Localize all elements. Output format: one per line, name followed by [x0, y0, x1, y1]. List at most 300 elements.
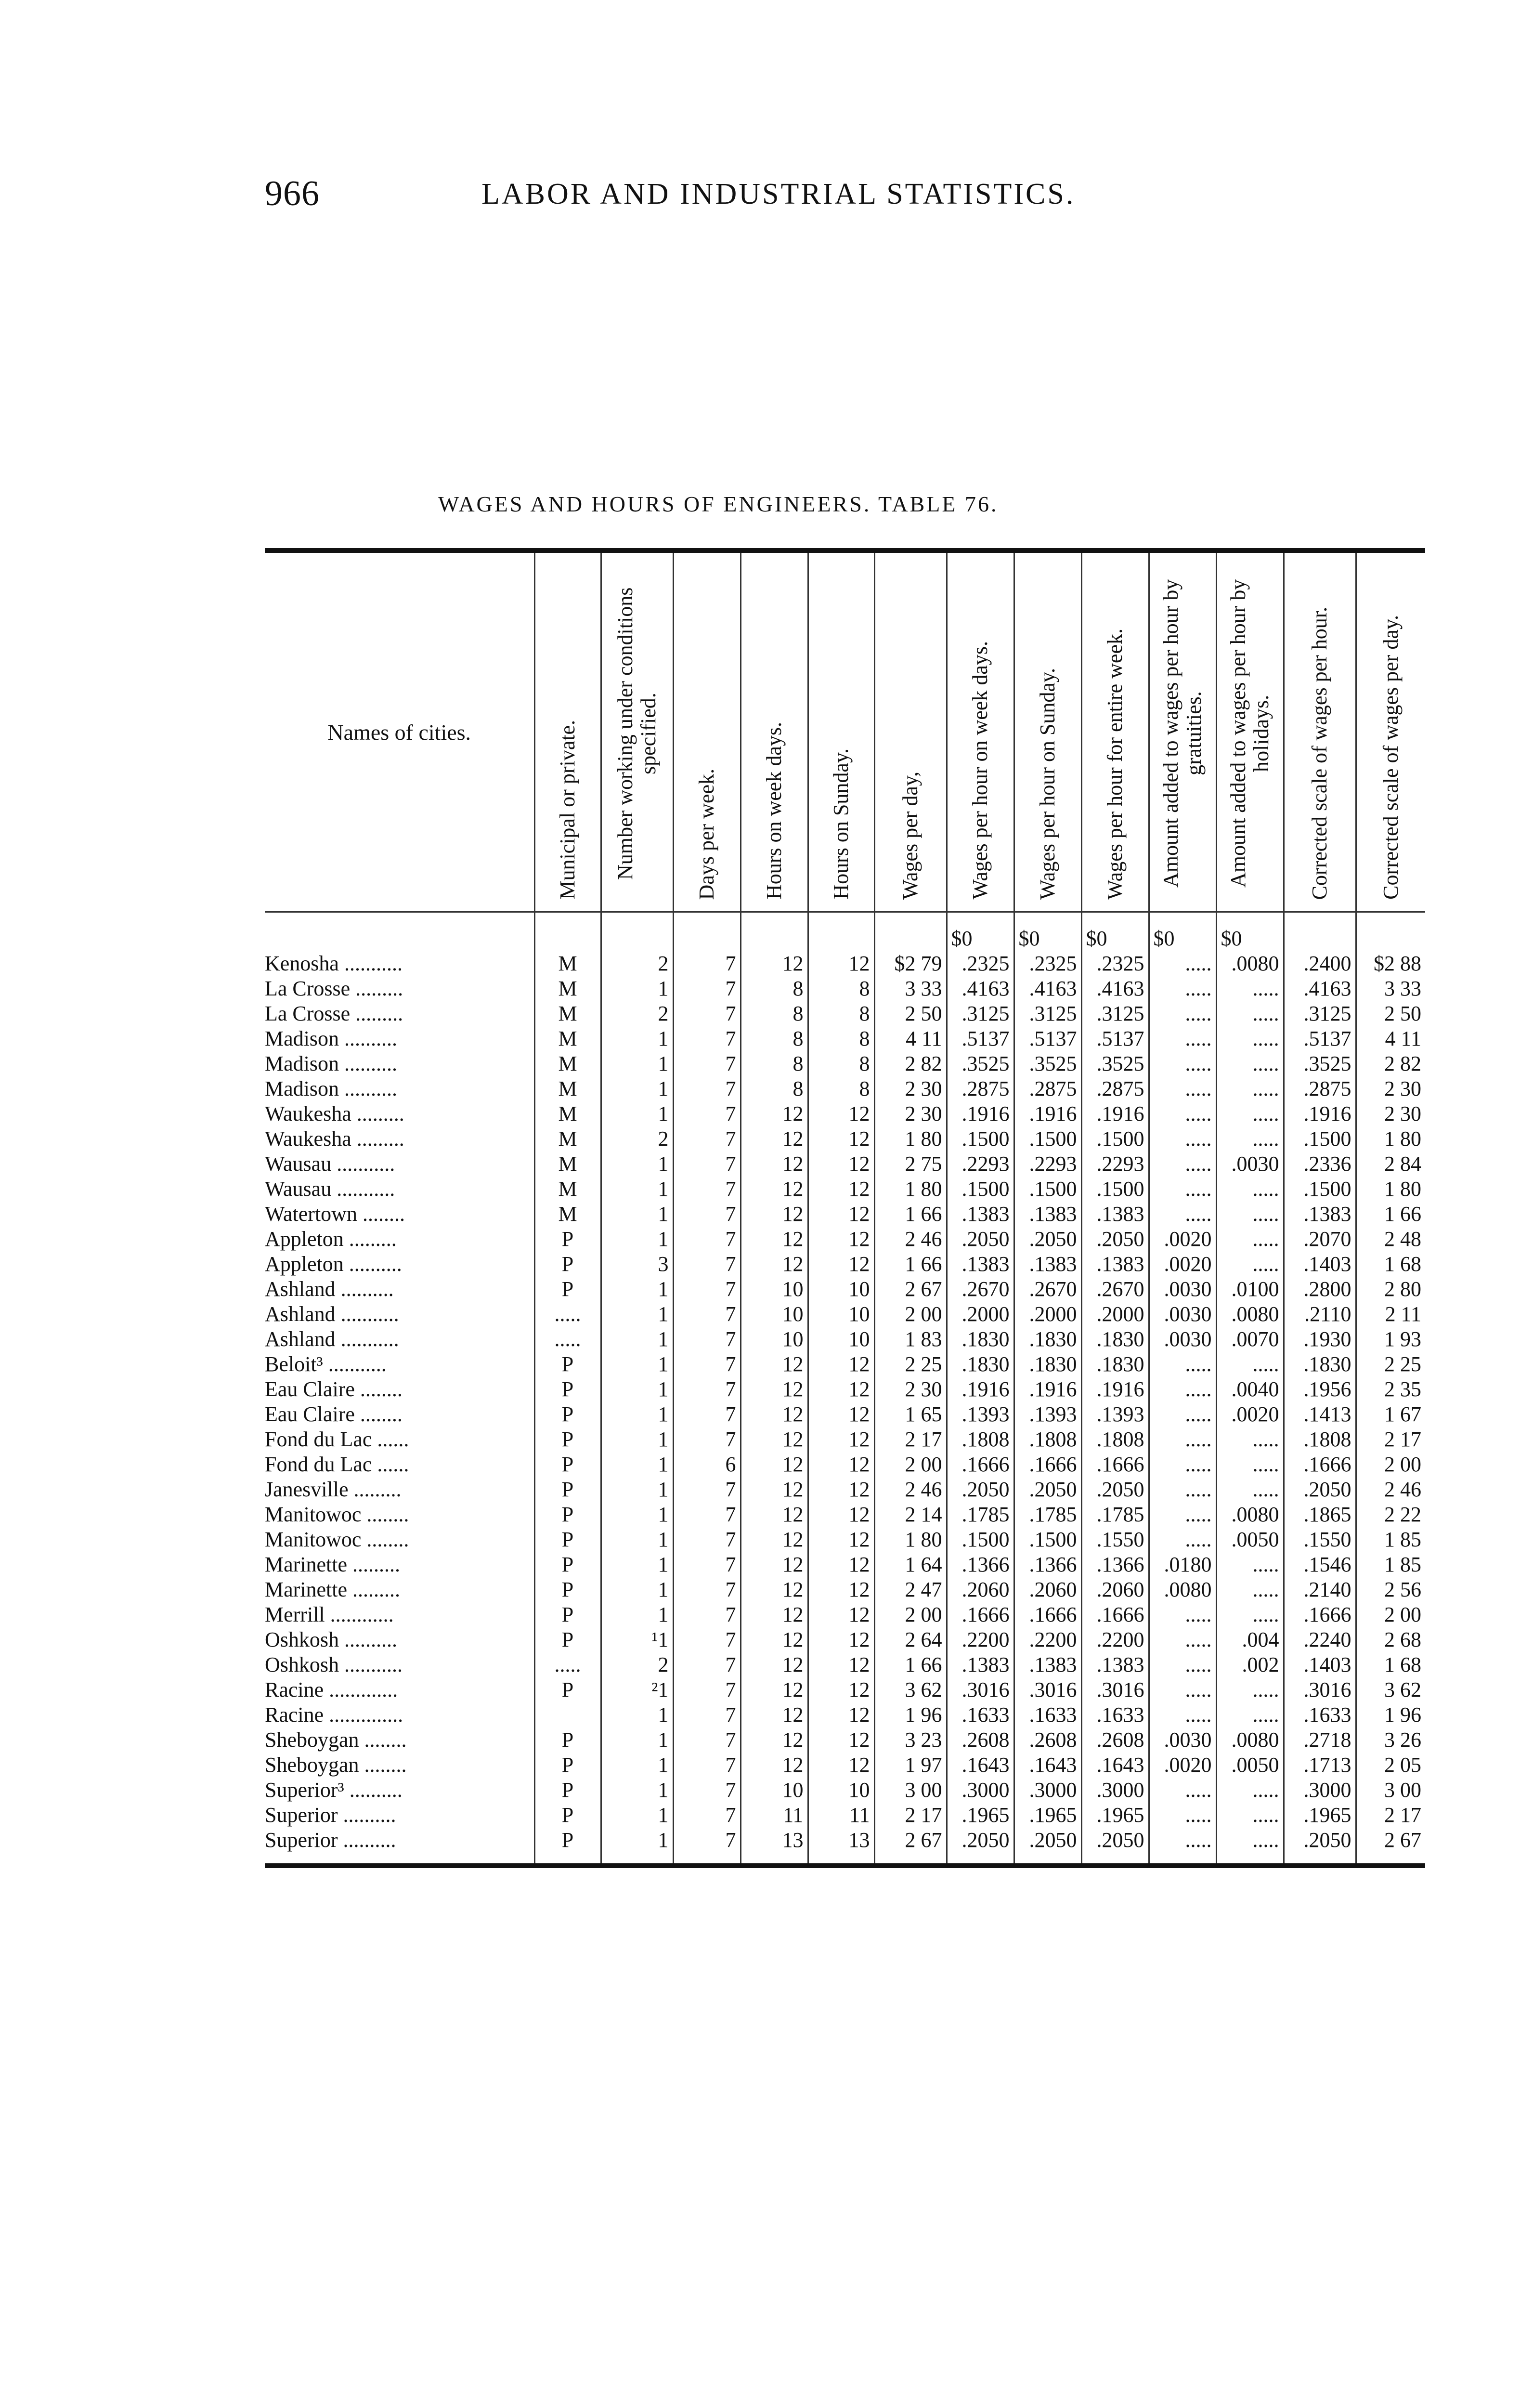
table-cell: 1 [601, 976, 673, 1001]
table-cell: .1930 [1284, 1327, 1356, 1352]
table-cell: 1 [601, 1327, 673, 1352]
table-cell: 8 [741, 1051, 808, 1076]
table-cell: .2050 [1284, 1828, 1356, 1853]
table-cell: 8 [808, 1026, 874, 1051]
table-cell: 1 67 [1356, 1402, 1425, 1427]
table-cell: .1643 [947, 1753, 1014, 1778]
table-cell: 2 17 [874, 1427, 947, 1452]
table-cell: P [534, 1227, 601, 1252]
table-row [265, 1101, 1425, 1126]
table-cell: 7 [673, 1477, 741, 1502]
table-cell: .1500 [1284, 1177, 1356, 1202]
table-cell: P [534, 1727, 601, 1753]
table-cell: .1633 [1081, 1702, 1149, 1727]
table-cell: 12 [741, 1702, 808, 1727]
table-cell: 12 [741, 1202, 808, 1227]
table-cell: 7 [673, 1352, 741, 1377]
city-name-cell: Janesville ......... [265, 1478, 402, 1501]
table-cell: ..... [1216, 1427, 1284, 1452]
table-cell: .2060 [1081, 1577, 1149, 1602]
table-cell: ..... [1149, 1778, 1216, 1803]
table-cell: 1 [601, 1527, 673, 1552]
table-cell: 1 80 [874, 1527, 947, 1552]
table-cell: 12 [741, 1101, 808, 1126]
table-cell: 1 [601, 1452, 673, 1477]
table-cell: 7 [673, 1001, 741, 1026]
city-name-cell: Madison .......... [265, 1077, 397, 1100]
table-cell: .1666 [1014, 1602, 1081, 1627]
table-cell: 1 [601, 1552, 673, 1577]
table-cell: .2875 [1284, 1076, 1356, 1101]
table-cell: 8 [808, 1051, 874, 1076]
table-cell: 12 [808, 1152, 874, 1177]
table-cell: .1413 [1284, 1402, 1356, 1427]
table-cell: ..... [1149, 1352, 1216, 1377]
page-number: 966 [265, 174, 320, 213]
table-cell: 7 [673, 976, 741, 1001]
table-cell: 6 [673, 1452, 741, 1477]
table-cell: P [534, 1803, 601, 1828]
table-cell: 12 [808, 1101, 874, 1126]
table-cell: 12 [741, 1126, 808, 1152]
table-cell: 2 50 [1356, 1001, 1425, 1026]
city-name-cell: Waukesha ......... [265, 1102, 404, 1125]
table-cell: ..... [534, 1302, 601, 1327]
table-cell: 2 22 [1356, 1502, 1425, 1527]
table-row [265, 1302, 1425, 1327]
table-cell: P [534, 1502, 601, 1527]
table-cell: .0020 [1149, 1753, 1216, 1778]
table-cell: 1 68 [1356, 1252, 1425, 1277]
table-cell: ..... [1216, 1352, 1284, 1377]
table-row [265, 1177, 1425, 1202]
unit-cell [1284, 912, 1356, 952]
table-cell: .0100 [1216, 1277, 1284, 1302]
table-cell: .3525 [1081, 1051, 1149, 1076]
table-cell: 1 [601, 1427, 673, 1452]
table-cell: .0030 [1149, 1277, 1216, 1302]
table-cell: .2293 [947, 1152, 1014, 1177]
table-cell: .1916 [1284, 1101, 1356, 1126]
table-cell: ..... [1216, 1202, 1284, 1227]
spacer-cell [534, 1853, 601, 1866]
table-cell: 10 [808, 1302, 874, 1327]
table-cell: .2000 [1014, 1302, 1081, 1327]
table-cell: .1383 [1014, 1652, 1081, 1677]
table-cell: 2 00 [1356, 1602, 1425, 1627]
table-cell: 7 [673, 1402, 741, 1427]
table-cell: M [534, 1076, 601, 1101]
table-row [265, 951, 1425, 976]
table-cell: 1 [601, 1577, 673, 1602]
table-cell: 2 [601, 1126, 673, 1152]
table-cell: .1633 [1284, 1702, 1356, 1727]
table-row [265, 1577, 1425, 1602]
table-cell: 2 67 [874, 1277, 947, 1302]
table-cell: 12 [808, 1602, 874, 1627]
city-name-cell: La Crosse ......... [265, 1002, 403, 1025]
unit-cell: $0 [1081, 912, 1149, 952]
table-cell: 2 84 [1356, 1152, 1425, 1177]
table-cell: 12 [741, 951, 808, 976]
table-cell: .1500 [947, 1527, 1014, 1552]
table-cell: 12 [741, 1552, 808, 1577]
table-cell: ..... [1149, 1627, 1216, 1652]
table-cell: .2000 [947, 1302, 1014, 1327]
table-cell: 12 [741, 1452, 808, 1477]
table-cell: 7 [673, 1377, 741, 1402]
table-cell: 12 [808, 1352, 874, 1377]
table-cell: .2050 [1081, 1227, 1149, 1252]
table-cell: 12 [808, 1452, 874, 1477]
city-name-cell: Superior .......... [265, 1828, 396, 1852]
unit-cell [673, 912, 741, 952]
table-cell: .1633 [1014, 1702, 1081, 1727]
table-cell [534, 1702, 601, 1727]
table-cell: .1383 [947, 1202, 1014, 1227]
table-cell: 7 [673, 1051, 741, 1076]
table-cell: 12 [808, 1477, 874, 1502]
table-cell: 2 30 [874, 1076, 947, 1101]
table-cell: 1 [601, 1828, 673, 1853]
table-cell: .1383 [947, 1652, 1014, 1677]
table-cell: 7 [673, 1753, 741, 1778]
table-cell: 2 67 [874, 1828, 947, 1853]
table-cell: 2 [601, 951, 673, 976]
table-cell: .1500 [1014, 1527, 1081, 1552]
table-cell: M [534, 976, 601, 1001]
table-cell: .5137 [1284, 1026, 1356, 1051]
table-row [265, 1051, 1425, 1076]
table-cell: ..... [1149, 1527, 1216, 1552]
table-cell: .2670 [947, 1277, 1014, 1302]
unit-cell [534, 912, 601, 952]
table-cell: 2 11 [1356, 1302, 1425, 1327]
spacer-cell [1081, 1853, 1149, 1866]
city-name-cell: Oshkosh ........... [265, 1653, 403, 1676]
table-cell: .1383 [1014, 1202, 1081, 1227]
table-cell: .1666 [947, 1602, 1014, 1627]
table-cell: .2050 [1081, 1477, 1149, 1502]
city-name-cell: Merrill ............ [265, 1603, 394, 1626]
table-cell: .2240 [1284, 1627, 1356, 1652]
table-cell: .1666 [1284, 1452, 1356, 1477]
table-cell: .1366 [1014, 1552, 1081, 1577]
table-cell: 12 [808, 1652, 874, 1677]
table-cell: 12 [808, 1402, 874, 1427]
table-cell: ..... [1149, 1803, 1216, 1828]
table-cell: .0040 [1216, 1377, 1284, 1402]
table-cell: 8 [741, 1076, 808, 1101]
table-cell: ..... [1216, 1177, 1284, 1202]
table-cell: .1965 [947, 1803, 1014, 1828]
city-name-cell: Ashland ........... [265, 1327, 399, 1351]
table-cell: 7 [673, 1502, 741, 1527]
table-row [265, 1527, 1425, 1552]
table-cell: 1 [601, 1277, 673, 1302]
table-cell: 8 [808, 976, 874, 1001]
table-row [265, 1452, 1425, 1477]
table-cell: .2670 [1081, 1277, 1149, 1302]
table-row [265, 1202, 1425, 1227]
table-cell: 2 50 [874, 1001, 947, 1026]
column-header: Names of cities. [265, 550, 534, 912]
table-cell: .3000 [1284, 1778, 1356, 1803]
table-cell: 1 [601, 1727, 673, 1753]
table-cell: 2 00 [874, 1452, 947, 1477]
table-cell: 1 [601, 1352, 673, 1377]
table-cell: 2 46 [874, 1477, 947, 1502]
city-name-cell: Superior .......... [265, 1803, 396, 1827]
city-name-cell: Racine ............. [265, 1678, 398, 1701]
table-cell: P [534, 1477, 601, 1502]
table-cell: 12 [808, 1552, 874, 1577]
table-cell: 2 68 [1356, 1627, 1425, 1652]
spacer-cell [947, 1853, 1014, 1866]
table-row [265, 1152, 1425, 1177]
table-cell: 2 17 [1356, 1427, 1425, 1452]
table-cell: .0080 [1216, 1727, 1284, 1753]
table-cell: .3525 [1014, 1051, 1081, 1076]
table-cell: 1 [601, 1177, 673, 1202]
table-cell: ..... [1216, 976, 1284, 1001]
table-body [265, 912, 1425, 1866]
table-cell: 1 66 [874, 1652, 947, 1677]
table-cell: .1808 [947, 1427, 1014, 1452]
table-cell: 7 [673, 1277, 741, 1302]
table-cell: 1 96 [874, 1702, 947, 1727]
table-cell: .1916 [1081, 1101, 1149, 1126]
table-cell: .1965 [1284, 1803, 1356, 1828]
table-cell: 2 30 [1356, 1076, 1425, 1101]
running-head: LABOR AND INDUSTRIAL STATISTICS. [481, 178, 1076, 210]
table-cell: 12 [741, 1577, 808, 1602]
table-cell: 1 96 [1356, 1702, 1425, 1727]
table-cell: 2 05 [1356, 1753, 1425, 1778]
table-cell: 3 00 [1356, 1778, 1425, 1803]
table-cell: ..... [1216, 1803, 1284, 1828]
table-cell: 3 23 [874, 1727, 947, 1753]
spacer-cell [1149, 1853, 1216, 1866]
column-header: Municipal or private. [534, 550, 601, 912]
table-row [265, 1277, 1425, 1302]
table-cell: .0070 [1216, 1327, 1284, 1352]
city-name-cell: Madison .......... [265, 1027, 397, 1050]
table-cell: 7 [673, 1602, 741, 1627]
table-cell: 12 [808, 1502, 874, 1527]
table-cell: .5137 [1081, 1026, 1149, 1051]
table-cell: ..... [1149, 1152, 1216, 1177]
table-cell: .3000 [947, 1778, 1014, 1803]
table-cell: 7 [673, 1828, 741, 1853]
table-cell: ..... [1149, 1126, 1216, 1152]
table-cell: 1 80 [874, 1177, 947, 1202]
table-cell: .3525 [947, 1051, 1014, 1076]
table-cell: .1383 [947, 1252, 1014, 1277]
table-cell: 2 00 [1356, 1452, 1425, 1477]
table-cell: 12 [741, 1753, 808, 1778]
table-cell: 12 [808, 1252, 874, 1277]
table-cell: ¹1 [601, 1627, 673, 1652]
table-cell: .5137 [947, 1026, 1014, 1051]
table-cell: .2200 [1081, 1627, 1149, 1652]
table-cell: 2 30 [1356, 1101, 1425, 1126]
table-cell: .2200 [947, 1627, 1014, 1652]
table-cell: .2293 [1081, 1152, 1149, 1177]
table-cell: .1500 [1081, 1126, 1149, 1152]
unit-cell: $0 [1216, 912, 1284, 952]
table-cell: .2670 [1014, 1277, 1081, 1302]
table-cell: 7 [673, 1177, 741, 1202]
table-cell: 10 [808, 1327, 874, 1352]
table-cell: .2400 [1284, 951, 1356, 976]
table-cell: 2 75 [874, 1152, 947, 1177]
table-cell: 7 [673, 1727, 741, 1753]
unit-cell: $0 [1014, 912, 1081, 952]
table-cell: 12 [808, 1227, 874, 1252]
column-header: Hours on week days. [741, 550, 808, 912]
table-cell: 3 [601, 1252, 673, 1277]
table-cell: .1550 [1284, 1527, 1356, 1552]
table-cell: 11 [808, 1803, 874, 1828]
table-cell: ..... [1149, 1377, 1216, 1402]
table-cell: .0080 [1216, 1302, 1284, 1327]
table-cell: ..... [1149, 1702, 1216, 1727]
table-cell: P [534, 1828, 601, 1853]
table-cell: .1383 [1014, 1252, 1081, 1277]
table-cell: 2 30 [874, 1377, 947, 1402]
table-cell: .1633 [947, 1702, 1014, 1727]
table-cell: ..... [1149, 1001, 1216, 1026]
table-cell: ..... [1216, 1477, 1284, 1502]
table-cell: .1916 [947, 1101, 1014, 1126]
table-cell: .2050 [1014, 1477, 1081, 1502]
table-cell: 12 [741, 1727, 808, 1753]
table-cell: 13 [741, 1828, 808, 1853]
table-cell: .0030 [1149, 1727, 1216, 1753]
table-cell: 1 [601, 1076, 673, 1101]
table-cell: 12 [741, 1527, 808, 1552]
table-cell: .2293 [1014, 1152, 1081, 1177]
table-cell: 10 [808, 1277, 874, 1302]
table-row [265, 1652, 1425, 1677]
table-row [265, 1753, 1425, 1778]
table-cell: P [534, 1277, 601, 1302]
city-name-cell: La Crosse ......... [265, 977, 403, 1000]
table-row [265, 1076, 1425, 1101]
table-cell: 12 [808, 1177, 874, 1202]
unit-cell [741, 912, 808, 952]
table-cell: ..... [1216, 1577, 1284, 1602]
table-cell: 12 [808, 1202, 874, 1227]
unit-row [265, 912, 1425, 952]
city-name-cell: Superior³ .......... [265, 1778, 403, 1802]
table-cell: .0020 [1149, 1252, 1216, 1277]
table-cell: .1643 [1014, 1753, 1081, 1778]
table-cell: 1 [601, 1152, 673, 1177]
unit-cell [874, 912, 947, 952]
table-cell: 12 [741, 1602, 808, 1627]
table-cell: 7 [673, 1227, 741, 1252]
table-cell: .2336 [1284, 1152, 1356, 1177]
table-cell: 1 [601, 1602, 673, 1627]
spacer-cell [1356, 1853, 1425, 1866]
city-name-cell: Oshkosh .......... [265, 1628, 398, 1651]
table-cell: .2608 [947, 1727, 1014, 1753]
table-cell: .1643 [1081, 1753, 1149, 1778]
table-cell: .3016 [1284, 1677, 1356, 1702]
table-cell: .3000 [1081, 1778, 1149, 1803]
table-cell: 7 [673, 1252, 741, 1277]
table-cell: P [534, 1527, 601, 1552]
table-cell: .3125 [1284, 1001, 1356, 1026]
table-cell: ..... [1149, 1076, 1216, 1101]
table-cell: 12 [741, 1152, 808, 1177]
unit-cell: $0 [947, 912, 1014, 952]
table-cell: $2 88 [1356, 951, 1425, 976]
table-cell: 2 82 [1356, 1051, 1425, 1076]
table-cell: .1808 [1081, 1427, 1149, 1452]
table-row [265, 1126, 1425, 1152]
table-cell: .3525 [1284, 1051, 1356, 1076]
table-cell: 2 82 [874, 1051, 947, 1076]
table-cell: 3 33 [874, 976, 947, 1001]
table-cell: 2 30 [874, 1101, 947, 1126]
column-header: Number working under conditions specified. [601, 550, 673, 912]
table-row [265, 976, 1425, 1001]
table-cell: 1 [601, 1227, 673, 1252]
table-cell: .004 [1216, 1627, 1284, 1652]
table-cell: 12 [808, 951, 874, 976]
table-cell: .4163 [1014, 976, 1081, 1001]
table-cell: .3016 [1014, 1677, 1081, 1702]
table-cell: .1713 [1284, 1753, 1356, 1778]
table-cell: P [534, 1577, 601, 1602]
table-cell: 12 [808, 1377, 874, 1402]
table-cell: P [534, 1452, 601, 1477]
wages-table [265, 548, 1425, 1868]
table-row [265, 1427, 1425, 1452]
table-cell: .2070 [1284, 1227, 1356, 1252]
table-cell: M [534, 1202, 601, 1227]
table-row [265, 1377, 1425, 1402]
table-cell: 12 [808, 1727, 874, 1753]
table-cell: ..... [1149, 1477, 1216, 1502]
column-header: Wages per day, [874, 550, 947, 912]
table-cell: P [534, 1427, 601, 1452]
table-cell: 2 35 [1356, 1377, 1425, 1402]
table-cell: ..... [1149, 1502, 1216, 1527]
table-cell: 2 00 [874, 1602, 947, 1627]
city-name-cell: Wausau ........... [265, 1177, 395, 1201]
table-cell: 7 [673, 1202, 741, 1227]
table-cell: P [534, 1778, 601, 1803]
table-cell: .1830 [1081, 1352, 1149, 1377]
table-cell: .1916 [947, 1377, 1014, 1402]
table-cell: .1500 [947, 1126, 1014, 1152]
table-cell: 1 97 [874, 1753, 947, 1778]
table-cell: P [534, 1352, 601, 1377]
table-cell: 7 [673, 1126, 741, 1152]
table-cell: 7 [673, 1327, 741, 1352]
header-row [265, 550, 1425, 912]
spacer-cell [741, 1853, 808, 1866]
table-cell: .1785 [947, 1502, 1014, 1527]
column-header: Wages per hour on week days. [947, 550, 1014, 912]
table-cell: 1 [601, 1302, 673, 1327]
table-cell: 7 [673, 1427, 741, 1452]
table-cell: 7 [673, 1778, 741, 1803]
